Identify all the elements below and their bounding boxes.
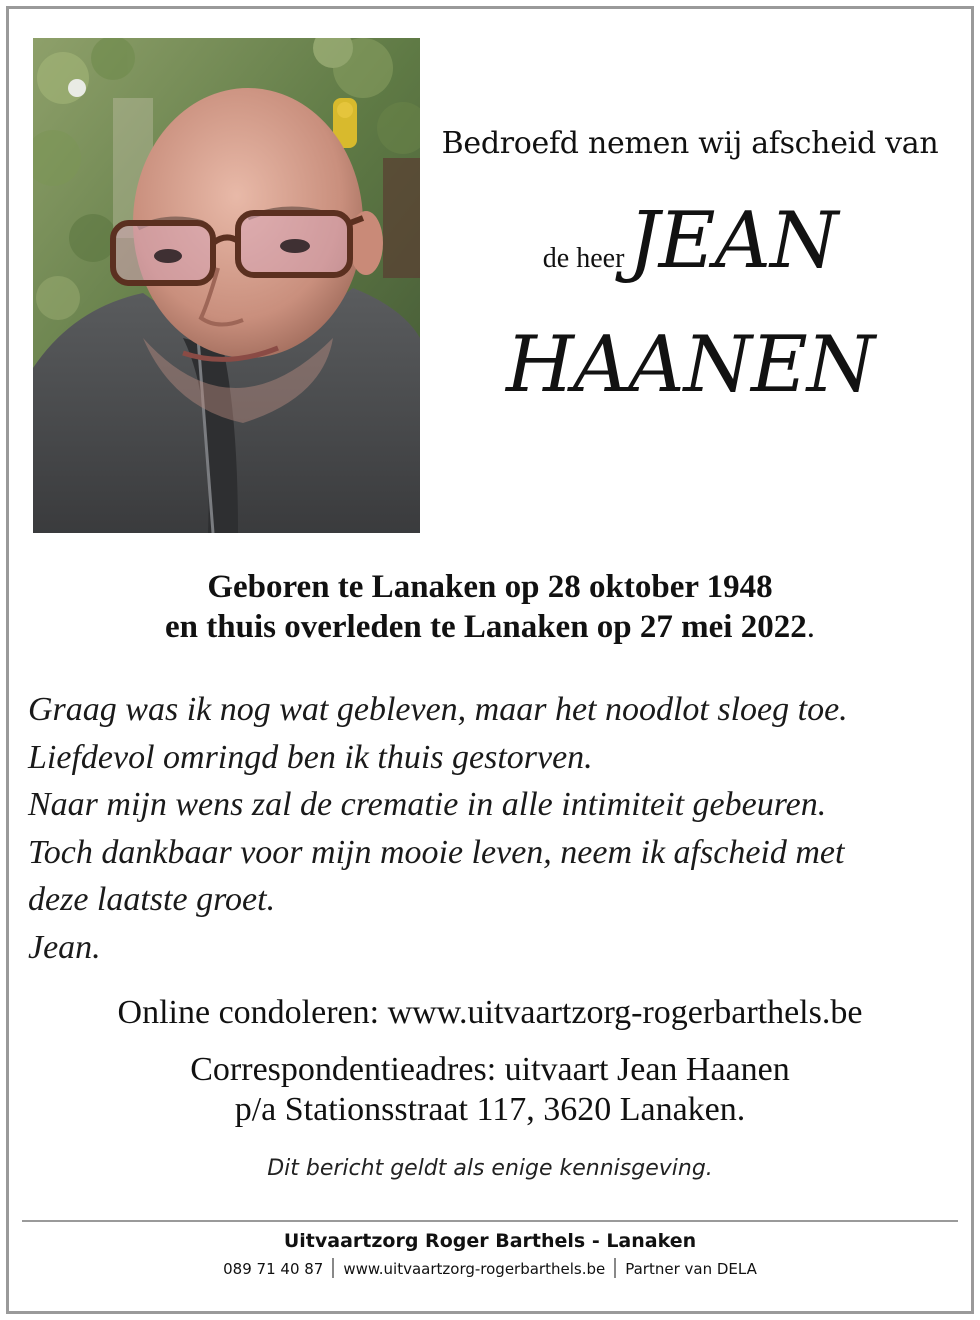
death-line-text: en thuis overleden te Lanaken op 27 mei 2022 [165, 609, 807, 645]
birth-line: Geboren te Lanaken op 28 oktober 1948 [207, 569, 773, 605]
farewell-line: Toch dankbaar voor mijn mooie leven, neem ik afscheid met [28, 833, 845, 871]
footer-divider [22, 1220, 958, 1222]
footer-website: www.uitvaartzorg-rogerbarthels.be [343, 1260, 606, 1278]
separator [614, 1258, 616, 1278]
death-line [0, 607, 980, 647]
portrait-illustration [33, 38, 420, 533]
footer-partner: Partner van DELA [625, 1260, 757, 1278]
farewell-text [28, 686, 963, 971]
address-line-2: p/a Stationsstraat 117, 3620 Lanaken. [234, 1091, 746, 1128]
online-condolence: Online condoleren: www.uitvaartzorg-rogerbarthels.be [117, 994, 863, 1031]
footer-phone: 089 71 40 87 [223, 1260, 324, 1278]
correspondence-address [0, 1050, 980, 1130]
farewell-line: Naar mijn wens zal de crematie in alle intimiteit gebeuren. [28, 786, 827, 823]
address-line-1: Correspondentieadres: uitvaart Jean Haanen [190, 1051, 790, 1088]
farewell-line: Graag was ik nog wat gebleven, maar het noodlot sloeg toe. [28, 691, 848, 728]
footer-contact [0, 1258, 980, 1278]
name-prefix: de heer [542, 243, 625, 274]
last-name: HAANEN [505, 320, 875, 410]
first-name: JEAN [628, 196, 838, 286]
notification-disclaimer: Dit bericht geldt als enige kennisgeving. [267, 1156, 713, 1181]
name-first-row [430, 196, 950, 286]
funeral-company-name: Uitvaartzorg Roger Barthels - Lanaken [283, 1230, 697, 1252]
birth-death-dates [0, 567, 980, 647]
farewell-line: Jean. [28, 928, 101, 966]
portrait-photo [33, 38, 420, 533]
farewell-line: deze laatste groet. [28, 881, 276, 918]
farewell-line: Liefdevol omringd ben ik thuis gestorven. [28, 738, 593, 776]
death-line-period: . [806, 609, 815, 645]
name-last-row [430, 320, 950, 410]
separator [332, 1258, 334, 1278]
intro-text: Bedroefd nemen wij afscheid van [441, 126, 939, 161]
